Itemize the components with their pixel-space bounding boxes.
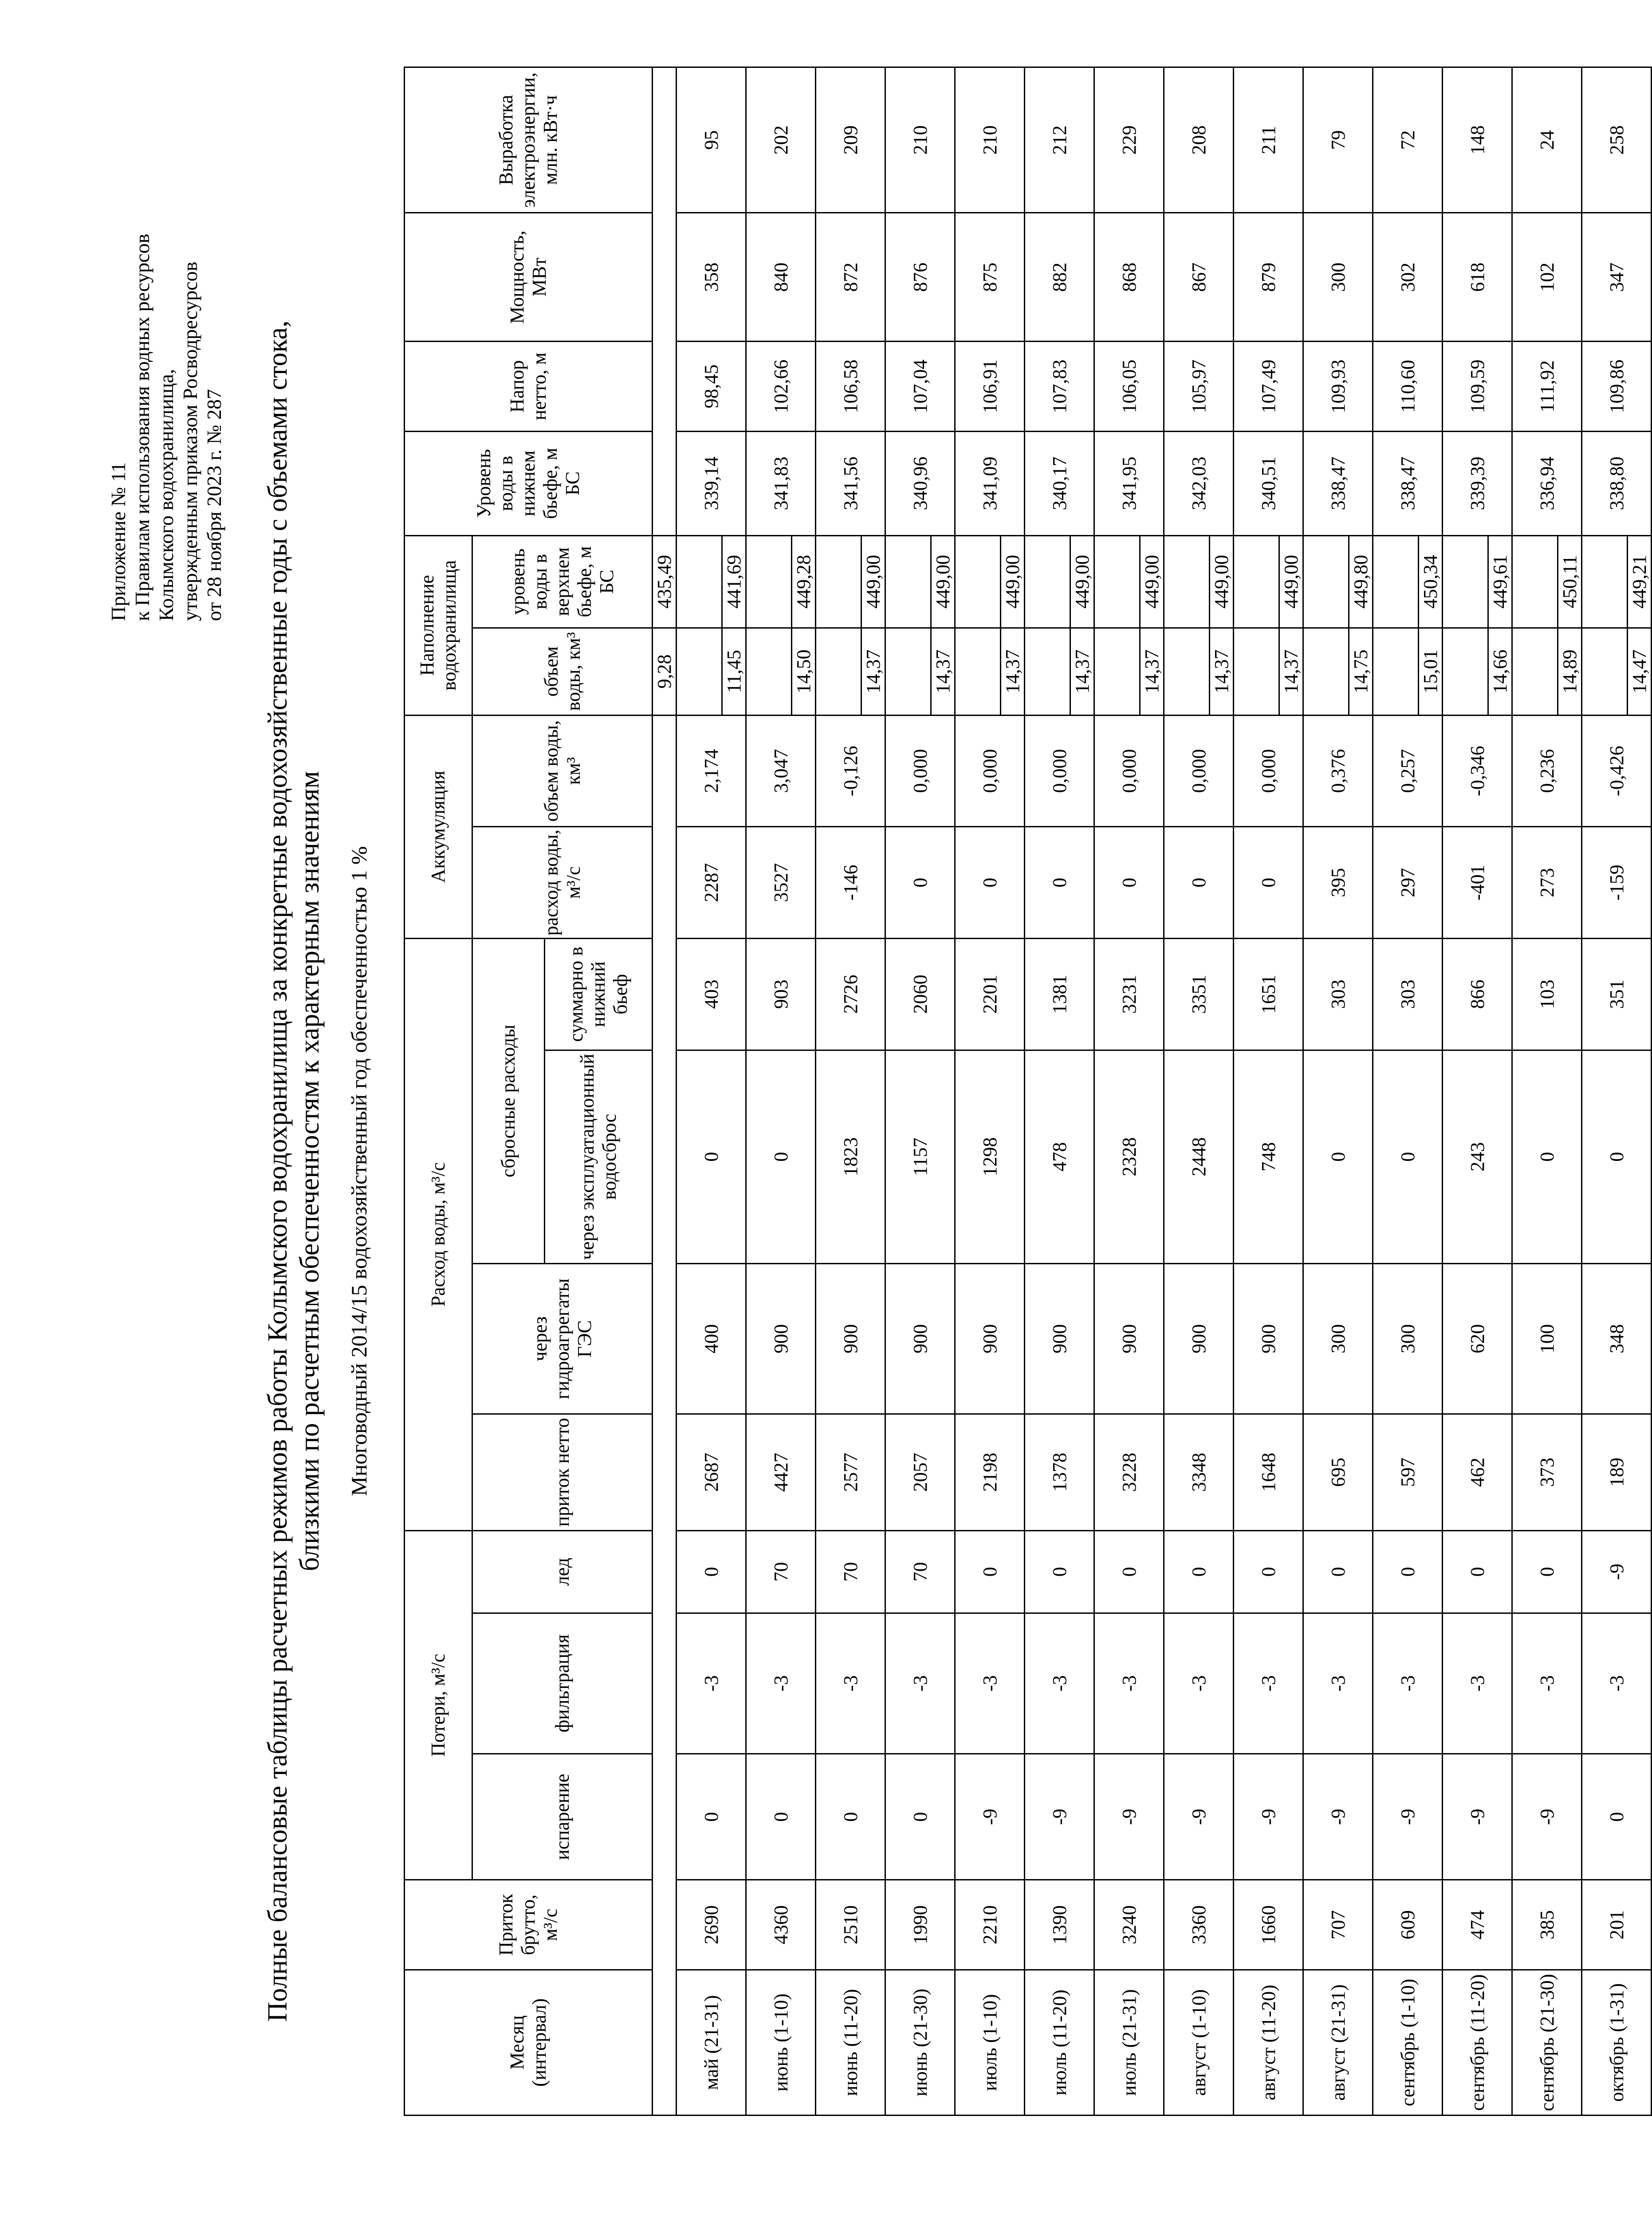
cell-net: 373 [1512,1414,1582,1531]
cell-spill: 0 [1512,1050,1582,1263]
cell-total: 303 [1373,938,1443,1050]
header-accumulation: Аккумуляция [405,715,472,938]
cell-vol: 14,37 [1279,628,1303,715]
cell-power: 868 [1094,213,1164,342]
cell-acc-q: -401 [1443,827,1512,939]
cell-head: 106,91 [955,342,1025,431]
cell-evap: -9 [1303,1754,1373,1880]
cell-spill: 0 [1582,1050,1652,1263]
cell-energy: 95 [677,67,746,213]
cell-month: июнь (1-10) [746,1970,816,2115]
cell-gross: 2210 [955,1880,1025,1970]
cell-filt: -3 [1025,1613,1094,1754]
header-upstream-level: уровень воды в верхнем бьефе, м БС [472,535,653,628]
cell-total: 3351 [1164,938,1234,1050]
header-downstream-level: Уровень воды в нижнем бьефе, м БС [405,431,653,535]
cell-gross: 474 [1443,1880,1512,1970]
cell-power: 358 [677,213,746,342]
cell-vol: 14,89 [1558,628,1582,715]
table-row [816,67,861,2116]
cell-head: 109,59 [1443,342,1512,431]
cell-month: июнь (21-30) [885,1970,955,2115]
cell-energy: 79 [1303,67,1373,213]
cell-evap: 0 [885,1754,955,1880]
cell-spill: 748 [1234,1050,1303,1263]
cell-ice: 0 [677,1530,746,1613]
cell-net: 597 [1373,1414,1443,1531]
cell-vol: 14,47 [1628,628,1652,715]
cell-energy: 202 [746,67,816,213]
cell-spill: 2328 [1094,1050,1164,1263]
cell-units: 620 [1443,1263,1512,1414]
initial-volume: 9,28 [653,628,677,715]
header-filtration: фильтрация [472,1613,653,1754]
cell-evap: 0 [677,1754,746,1880]
cell-spill: 1298 [955,1050,1025,1263]
header-via-spillway: через эксплуатационный водосброс [545,1050,653,1263]
title-line: близкими по расчетным обеспеченностям к характерным значениям [295,771,325,1571]
cell-total: 866 [1443,938,1512,1050]
cell-energy: 212 [1025,67,1094,213]
cell-gross: 2690 [677,1880,746,1970]
cell-units: 348 [1582,1263,1652,1414]
header-energy: Выработка электроэнергии, млн. кВт·ч [405,67,653,213]
cell-filt: -3 [1234,1613,1303,1754]
cell-month: август (21-31) [1303,1970,1373,2115]
cell-total: 903 [746,938,816,1050]
table-row [1443,67,1488,2116]
cell-power: 882 [1025,213,1094,342]
cell-gross: 201 [1582,1880,1652,1970]
table-row [1582,67,1628,2116]
cell-vol: 14,75 [1349,628,1373,715]
header-net-inflow: приток нетто [472,1414,653,1531]
cell-net: 3228 [1094,1414,1164,1531]
cell-acc-q: 273 [1512,827,1582,939]
cell-units: 300 [1303,1263,1373,1414]
cell-filt: -3 [1582,1613,1652,1754]
cell-filt: -3 [816,1613,885,1754]
cell-gross: 3360 [1164,1880,1234,1970]
header-month: Месяц (интервал) [405,1970,653,2115]
cell-total: 1651 [1234,938,1303,1050]
cell-gross: 707 [1303,1880,1373,1970]
cell-up: 449,00 [1001,535,1025,628]
cell-total: 351 [1582,938,1652,1050]
cell-ice: 0 [1164,1530,1234,1613]
table-row [746,67,792,2116]
cell-net: 695 [1303,1414,1373,1531]
cell-month: август (1-10) [1164,1970,1234,2115]
cell-head: 109,93 [1303,342,1373,431]
cell-ice: 0 [1512,1530,1582,1613]
cell-month: июль (21-31) [1094,1970,1164,2115]
cell-head: 106,05 [1094,342,1164,431]
cell-net: 462 [1443,1414,1512,1531]
cell-evap: -9 [1164,1754,1234,1880]
table-row [955,67,1001,2116]
cell-up: 449,00 [1210,535,1234,628]
cell-ice: 70 [885,1530,955,1613]
appendix-line: утвержденным приказом Росводресурсов [179,261,201,621]
document-subtitle: Многоводный 2014/15 водохозяйственный год обеспеченностью 1 % [346,846,371,1496]
cell-energy: 72 [1373,67,1443,213]
cell-acc-q: 395 [1303,827,1373,939]
header-filling: Наполнение водохранилища [405,535,472,715]
cell-acc-q: 0 [885,827,955,939]
cell-head: 107,04 [885,342,955,431]
cell-total: 103 [1512,938,1582,1050]
cell-evap: 0 [816,1754,885,1880]
cell-down: 336,94 [1512,431,1582,535]
cell-month: июнь (11-20) [816,1970,885,2115]
cell-total: 2201 [955,938,1025,1050]
cell-acc-q: 297 [1373,827,1443,939]
cell-total: 2060 [885,938,955,1050]
cell-up: 449,28 [792,535,816,628]
cell-evap: 0 [1582,1754,1652,1880]
cell-ice: 0 [1094,1530,1164,1613]
header-losses: Потери, м³/с [405,1530,472,1880]
balance-table [404,67,1652,2116]
cell-evap: 0 [746,1754,816,1880]
cell-units: 900 [1164,1263,1234,1414]
cell-acc-v: 0,236 [1512,715,1582,827]
header-discharge: сбросные расходы [472,938,545,1263]
appendix-line: Колымского водохранилища, [155,369,177,621]
cell-total: 303 [1303,938,1373,1050]
cell-acc-q: 0 [1025,827,1094,939]
cell-gross: 3240 [1094,1880,1164,1970]
cell-evap: -9 [1443,1754,1512,1880]
cell-filt: -3 [1164,1613,1234,1754]
header-power: Мощность, МВт [405,213,653,342]
cell-month: октябрь (1-31) [1582,1970,1652,2115]
cell-spill: 0 [746,1050,816,1263]
cell-down: 339,39 [1443,431,1512,535]
cell-down: 338,80 [1582,431,1652,535]
cell-gross: 385 [1512,1880,1582,1970]
cell-net: 2577 [816,1414,885,1531]
cell-evap: -9 [1094,1754,1164,1880]
header-flow: Расход воды, м³/с [405,938,472,1530]
cell-ice: 70 [746,1530,816,1613]
cell-down: 341,95 [1094,431,1164,535]
cell-head: 106,58 [816,342,885,431]
cell-month: июль (1-10) [955,1970,1025,2115]
cell-acc-v: -0,346 [1443,715,1512,827]
table-row [1094,67,1140,2116]
cell-evap: -9 [1512,1754,1582,1880]
appendix-header [106,234,226,621]
cell-down: 340,51 [1234,431,1303,535]
cell-units: 900 [1025,1263,1094,1414]
cell-ice: 0 [1373,1530,1443,1613]
cell-up: 450,34 [1419,535,1443,628]
appendix-line: от 28 ноября 2023 г. № 287 [203,389,225,621]
cell-vol: 11,45 [722,628,746,715]
cell-vol: 15,01 [1419,628,1443,715]
cell-filt: -3 [1303,1613,1373,1754]
cell-acc-q: -146 [816,827,885,939]
table-row [1512,67,1558,2116]
cell-vol: 14,37 [861,628,885,715]
cell-up: 441,69 [722,535,746,628]
cell-filt: -3 [677,1613,746,1754]
cell-up: 449,80 [1349,535,1373,628]
header-net-head: Напор нетто, м [405,342,653,431]
cell-down: 341,83 [746,431,816,535]
table-row [677,67,722,2116]
cell-acc-v: 2,174 [677,715,746,827]
cell-units: 900 [885,1263,955,1414]
cell-acc-v: 0,000 [1164,715,1234,827]
cell-vol: 14,66 [1488,628,1512,715]
cell-up: 449,00 [1279,535,1303,628]
table-row [885,67,931,2116]
cell-power: 302 [1373,213,1443,342]
cell-vol: 14,37 [1140,628,1164,715]
cell-acc-q: 2287 [677,827,746,939]
cell-down: 342,03 [1164,431,1234,535]
cell-filt: -3 [885,1613,955,1754]
cell-up: 449,00 [861,535,885,628]
cell-spill: 0 [677,1050,746,1263]
cell-power: 347 [1582,213,1652,342]
cell-vol: 14,37 [1210,628,1234,715]
cell-head: 111,92 [1512,342,1582,431]
cell-gross: 1660 [1234,1880,1303,1970]
cell-energy: 210 [885,67,955,213]
cell-net: 2687 [677,1414,746,1531]
cell-energy: 148 [1443,67,1512,213]
cell-net: 4427 [746,1414,816,1531]
table-body [653,67,1652,2116]
cell-units: 300 [1373,1263,1443,1414]
cell-ice: 70 [816,1530,885,1613]
header-acc-volume: объем воды, км³ [472,715,653,827]
cell-down: 338,47 [1303,431,1373,535]
initial-state-row [653,67,677,2116]
cell-acc-v: -0,126 [816,715,885,827]
cell-acc-v: 0,000 [885,715,955,827]
cell-power: 872 [816,213,885,342]
cell-head: 102,66 [746,342,816,431]
cell-up: 450,11 [1558,535,1582,628]
cell-ice: 0 [1025,1530,1094,1613]
cell-total: 3231 [1094,938,1164,1050]
cell-down: 341,09 [955,431,1025,535]
cell-ice: 0 [1443,1530,1512,1613]
cell-power: 879 [1234,213,1303,342]
cell-acc-v: 0,000 [955,715,1025,827]
cell-spill: 1823 [816,1050,885,1263]
cell-energy: 210 [955,67,1025,213]
cell-acc-v: 0,376 [1303,715,1373,827]
cell-power: 618 [1443,213,1512,342]
cell-filt: -3 [1512,1613,1582,1754]
cell-units: 900 [816,1263,885,1414]
cell-net: 189 [1582,1414,1652,1531]
cell-head: 107,49 [1234,342,1303,431]
header-gross-inflow: Приток брутто, м³/с [405,1880,653,1970]
cell-power: 867 [1164,213,1234,342]
cell-power: 300 [1303,213,1373,342]
cell-acc-q: 3527 [746,827,816,939]
cell-down: 340,96 [885,431,955,535]
cell-evap: -9 [1373,1754,1443,1880]
cell-down: 339,14 [677,431,746,535]
cell-acc-v: 0,000 [1234,715,1303,827]
cell-down: 338,47 [1373,431,1443,535]
header-total-downstream: суммарно в нижний бьеф [545,938,653,1050]
cell-head: 98,45 [677,342,746,431]
cell-filt: -3 [746,1613,816,1754]
cell-acc-q: 0 [1094,827,1164,939]
cell-spill: 0 [1373,1050,1443,1263]
cell-net: 2198 [955,1414,1025,1531]
cell-units: 900 [1234,1263,1303,1414]
initial-level: 435,49 [653,535,677,628]
cell-ice: 0 [1303,1530,1373,1613]
cell-units: 100 [1512,1263,1582,1414]
cell-vol: 14,50 [792,628,816,715]
cell-acc-v: 3,047 [746,715,816,827]
cell-head: 105,97 [1164,342,1234,431]
cell-acc-q: 0 [955,827,1025,939]
cell-net: 2057 [885,1414,955,1531]
cell-ice: 0 [1234,1530,1303,1613]
cell-filt: -3 [955,1613,1025,1754]
cell-down: 340,17 [1025,431,1094,535]
cell-power: 102 [1512,213,1582,342]
cell-power: 875 [955,213,1025,342]
table-row [1373,67,1419,2116]
cell-up: 449,00 [1070,535,1094,628]
cell-acc-q: 0 [1164,827,1234,939]
cell-total: 2726 [816,938,885,1050]
cell-vol: 14,37 [1070,628,1094,715]
cell-energy: 24 [1512,67,1582,213]
cell-month: август (11-20) [1234,1970,1303,2115]
cell-acc-v: 0,257 [1373,715,1443,827]
cell-evap: -9 [1025,1754,1094,1880]
cell-evap: -9 [1234,1754,1303,1880]
cell-acc-v: -0,426 [1582,715,1652,827]
header-fill-volume: объем воды, км³ [472,628,653,715]
cell-net: 1648 [1234,1414,1303,1531]
cell-month: июль (11-20) [1025,1970,1094,2115]
cell-filt: -3 [1094,1613,1164,1754]
cell-gross: 609 [1373,1880,1443,1970]
header-via-units: через гидроагрегаты ГЭС [472,1263,653,1414]
cell-head: 109,86 [1582,342,1652,431]
cell-energy: 229 [1094,67,1164,213]
cell-gross: 1390 [1025,1880,1094,1970]
cell-units: 900 [1094,1263,1164,1414]
cell-acc-v: 0,000 [1094,715,1164,827]
cell-month: сентябрь (11-20) [1443,1970,1512,2115]
appendix-line: Приложение № 11 [107,462,130,621]
table-row [1164,67,1210,2116]
cell-month: сентябрь (1-10) [1373,1970,1443,2115]
cell-vol: 14,37 [1001,628,1025,715]
cell-power: 876 [885,213,955,342]
cell-net: 1378 [1025,1414,1094,1531]
cell-up: 449,21 [1628,535,1652,628]
cell-evap: -9 [955,1754,1025,1880]
cell-up: 449,00 [1140,535,1164,628]
cell-ice: -9 [1582,1530,1652,1613]
cell-net: 3348 [1164,1414,1234,1531]
cell-units: 900 [955,1263,1025,1414]
cell-ice: 0 [955,1530,1025,1613]
header-ice: лед [472,1530,653,1613]
table-row [1025,67,1070,2116]
cell-total: 403 [677,938,746,1050]
cell-energy: 211 [1234,67,1303,213]
cell-total: 1381 [1025,938,1094,1050]
cell-units: 900 [746,1263,816,1414]
cell-spill: 0 [1303,1050,1373,1263]
cell-energy: 208 [1164,67,1234,213]
title-line: Полные балансовые таблицы расчетных режимов работы Колымского водохранилища за конкретные водохозяйственные годы с объемами стока, [263,320,293,2022]
cell-spill: 478 [1025,1050,1094,1263]
cell-vol: 14,37 [931,628,955,715]
cell-power: 840 [746,213,816,342]
cell-gross: 2510 [816,1880,885,1970]
cell-up: 449,61 [1488,535,1512,628]
cell-month: сентябрь (21-30) [1512,1970,1582,2115]
cell-up: 449,00 [931,535,955,628]
cell-filt: -3 [1443,1613,1512,1754]
cell-gross: 4360 [746,1880,816,1970]
cell-energy: 258 [1582,67,1652,213]
cell-energy: 209 [816,67,885,213]
cell-head: 110,60 [1373,342,1443,431]
header-evaporation: испарение [472,1754,653,1880]
cell-acc-q: 0 [1234,827,1303,939]
cell-acc-v: 0,000 [1025,715,1094,827]
cell-filt: -3 [1373,1613,1443,1754]
cell-spill: 243 [1443,1050,1512,1263]
header-acc-flow: расход воды, м³/с [472,827,653,939]
cell-acc-q: -159 [1582,827,1652,939]
cell-units: 400 [677,1263,746,1414]
cell-spill: 1157 [885,1050,955,1263]
cell-month: май (21-31) [677,1970,746,2115]
cell-gross: 1990 [885,1880,955,1970]
table-row [1303,67,1349,2116]
document-title [262,195,326,2147]
cell-spill: 2448 [1164,1050,1234,1263]
cell-down: 341,56 [816,431,885,535]
appendix-line: к Правилам использования водных ресурсов [131,233,153,621]
cell-head: 107,83 [1025,342,1094,431]
table-row [1234,67,1279,2116]
